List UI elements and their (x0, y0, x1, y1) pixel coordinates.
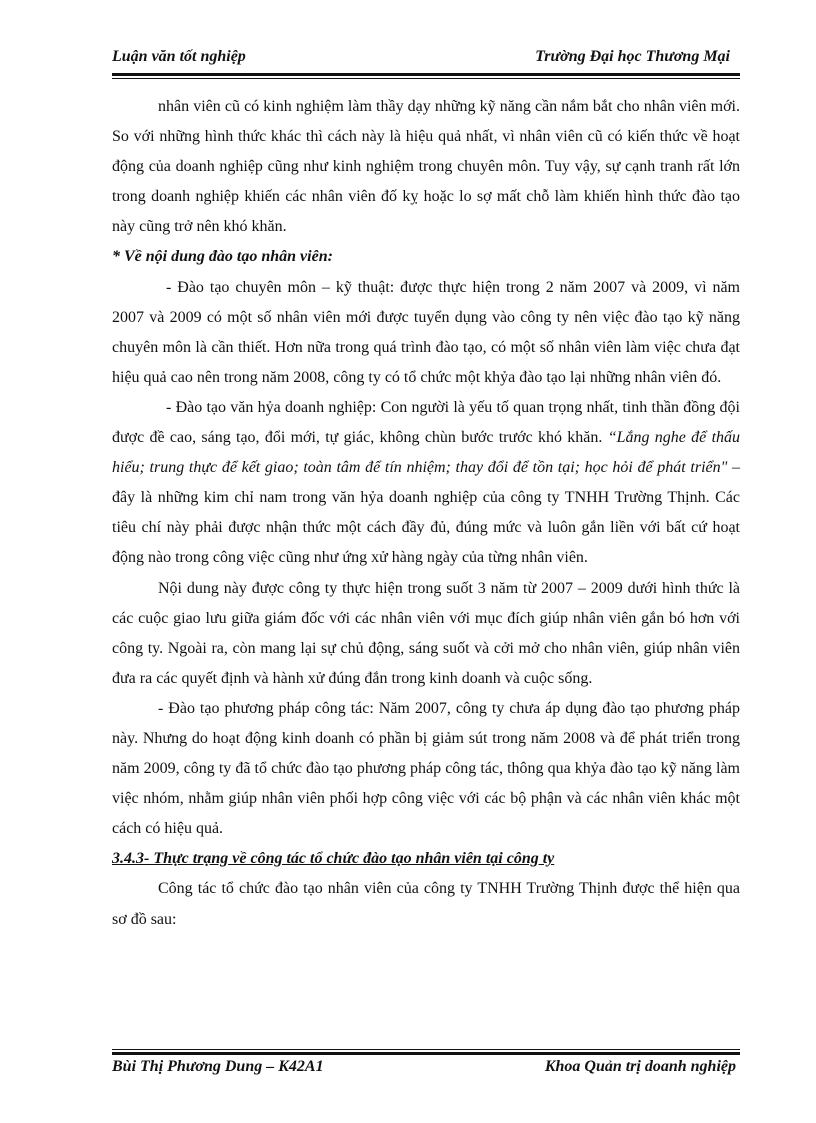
page-body (112, 92, 740, 935)
footer-rule-thick (112, 1052, 740, 1055)
footer-faculty: Khoa Quản trị doanh nghiệp (544, 1058, 736, 1075)
paragraph-technical-training: - Đào tạo chuyên môn – kỹ thuật: được thực hiện trong 2 năm 2007 và 2009, vì năm 2007 và 2009 có một số nhân viên mới được tuyển dụng vào công ty nên việc đào tạo kỹ năng chuyên môn là cần thiết. Hơn nữa trong quá trình đào tạo, có một số nhân viên làm việc chưa đạt hiệu quả cao nên trong năm 2008, công ty có tổ chức một khỷa đào tạo lại những nhân viên đó. (112, 278, 740, 386)
page-footer (112, 1058, 740, 1082)
paragraph-method-training: - Đào tạo phương pháp công tác: Năm 2007, công ty chưa áp dụng đào tạo phương pháp này. Nhưng do hoạt động kinh doanh có phần bị giảm sút trong năm 2008 và để phát triển trong năm 2009, công ty đã tổ chức đào tạo phương pháp công tác, thông qua khỷa đào tạo kỹ năng làm việc nhóm, nhằm giúp nhân viên phối hợp công việc với các bộ phận và các nhân viên khác một cách có hiệu quả. (112, 699, 740, 838)
paragraph-culture-training (112, 393, 740, 574)
heading-training-content: * Về nội dung đào tạo nhân viên: (112, 248, 333, 266)
culture-rest: – đây là những kim chỉ nam trong văn hỷa doanh nghiệp của công ty TNHH Trường Thịnh. Các tiêu chí này phải được nhận thức một cách đầy đủ, đúng mức và luôn gắn liền với bất cứ hoạt động nào trong công việc cũng như ứng xử hàng ngày của từng nhân viên. (112, 459, 741, 567)
header-thesis-label: Luận văn tốt nghiệp (112, 48, 246, 65)
section-heading-3-4-3: 3.4.3- Thực trạng về công tác tổ chức đào tạo nhân viên tại công ty (112, 850, 555, 868)
paragraph-exchange-activities: Nội dung này được công ty thực hiện trong suốt 3 năm từ 2007 – 2009 dưới hình thức là các cuộc giao lưu giữa giám đốc với các nhân viên với mục đích giúp nhân viên gắn bó hơn với công ty. Ngoài ra, còn mang lại sự chủ động, sáng suốt và cởi mở cho nhân viên, giúp nhân viên đưa ra các quyết định và hành xử đúng đắn trong kinh doanh và cuộc sống. (112, 579, 740, 687)
header-rule-thin (112, 78, 740, 79)
footer-author: Bùi Thị Phương Dung – K42A1 (112, 1058, 324, 1075)
page-header (112, 48, 740, 74)
paragraph-diagram-intro: Công tác tổ chức đào tạo nhân viên của công ty TNHH Trường Thịnh được thể hiện qua sơ đồ sau: (112, 880, 740, 928)
culture-motto-quote: “Lắng nghe để thấu hiểu; trung thực để kết giao; toàn tâm để tín nhiệm; thay đổi để tồn tại; học hỏi để phát triển" (112, 429, 741, 477)
culture-intro: - Đào tạo văn hỷa doanh nghiệp: Con người là yếu tố quan trọng nhất, tinh thần đồng đội được đề cao, sáng tạo, đổi mới, tự giác, không chùn bước trước khó khăn. (112, 398, 740, 447)
footer-rule-thin (112, 1049, 740, 1050)
header-university: Trường Đại học Thương Mại (535, 48, 730, 65)
header-rule-thick (112, 73, 740, 76)
paragraph-mentoring: nhân viên cũ có kinh nghiệm làm thầy dạy những kỹ năng cần nắm bắt cho nhân viên mới. So với những hình thức khác thì cách này là hiệu quả nhất, vì nhân viên cũ có kiến thức về hoạt động của doanh nghiệp cũng như kinh nghiệm trong chuyên môn. Tuy vậy, sự cạnh tranh rất lớn trong doanh nghiệp khiến các nhân viên đố kỵ hoặc lo sợ mất chỗ làm khiến hình thức đào tạo này cũng trở nên khó khăn. (112, 98, 740, 236)
